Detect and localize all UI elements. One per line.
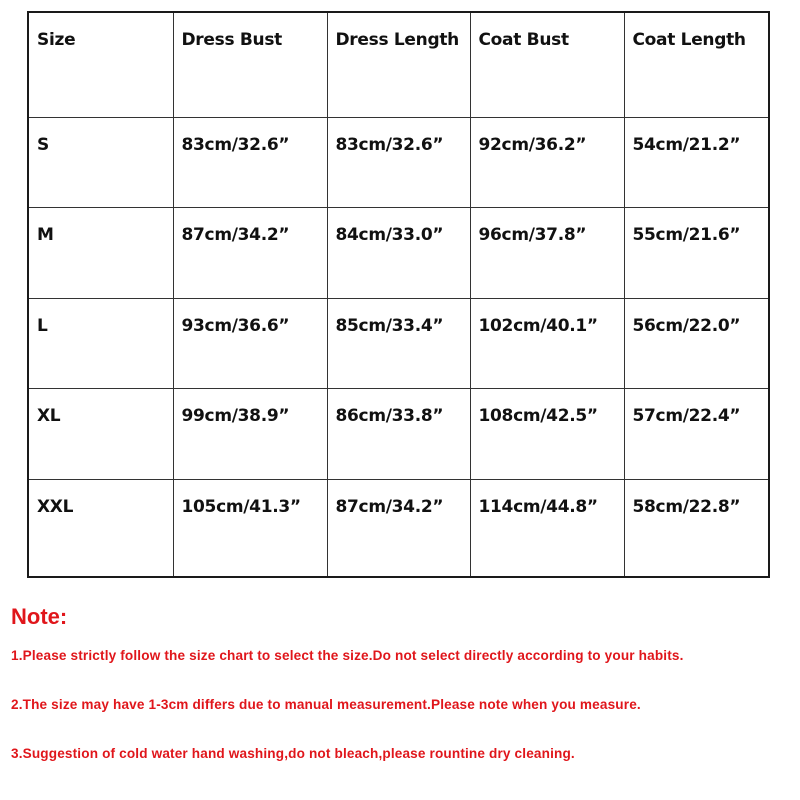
table-header-row: [28, 12, 769, 117]
table-row-s: [28, 117, 769, 208]
note-item-3: 3.Suggestion of cold water hand washing,do not bleach,please rountine dry cleaning.: [11, 746, 575, 761]
cell-coat-length: 58cm/22.8”: [624, 479, 769, 577]
cell-coat-length: 55cm/21.6”: [624, 208, 769, 299]
note-item-1: 1.Please strictly follow the size chart to select the size.Do not select directly according to your habits.: [11, 648, 684, 663]
cell-dress-length: 87cm/34.2”: [327, 479, 470, 577]
cell-dress-length: 84cm/33.0”: [327, 208, 470, 299]
header-size: Size: [28, 12, 173, 117]
cell-dress-bust: 99cm/38.9”: [173, 389, 327, 480]
cell-coat-length: 57cm/22.4”: [624, 389, 769, 480]
note-title: Note:: [11, 604, 68, 629]
cell-dress-bust: 93cm/36.6”: [173, 298, 327, 389]
header-dress-bust: Dress Bust: [173, 12, 327, 117]
notes-section: [11, 604, 796, 761]
cell-coat-length: 56cm/22.0”: [624, 298, 769, 389]
cell-coat-length: 54cm/21.2”: [624, 117, 769, 208]
cell-coat-bust: 108cm/42.5”: [470, 389, 624, 480]
table-row-l: [28, 298, 769, 389]
cell-dress-bust: 83cm/32.6”: [173, 117, 327, 208]
note-item-2: 2.The size may have 1-3cm differs due to manual measurement.Please note when you measure.: [11, 697, 641, 712]
table-row-m: [28, 208, 769, 299]
cell-coat-bust: 114cm/44.8”: [470, 479, 624, 577]
cell-size: XL: [28, 389, 173, 480]
cell-dress-length: 83cm/32.6”: [327, 117, 470, 208]
cell-dress-length: 85cm/33.4”: [327, 298, 470, 389]
cell-dress-length: 86cm/33.8”: [327, 389, 470, 480]
header-dress-length: Dress Length: [327, 12, 470, 117]
cell-coat-bust: 96cm/37.8”: [470, 208, 624, 299]
table-row-xxl: [28, 479, 769, 577]
table-row-xl: [28, 389, 769, 480]
cell-size: M: [28, 208, 173, 299]
cell-coat-bust: 102cm/40.1”: [470, 298, 624, 389]
cell-coat-bust: 92cm/36.2”: [470, 117, 624, 208]
size-chart-table: [27, 11, 770, 578]
cell-dress-bust: 87cm/34.2”: [173, 208, 327, 299]
header-coat-length: Coat Length: [624, 12, 769, 117]
cell-dress-bust: 105cm/41.3”: [173, 479, 327, 577]
cell-size: S: [28, 117, 173, 208]
cell-size: XXL: [28, 479, 173, 577]
cell-size: L: [28, 298, 173, 389]
header-coat-bust: Coat Bust: [470, 12, 624, 117]
